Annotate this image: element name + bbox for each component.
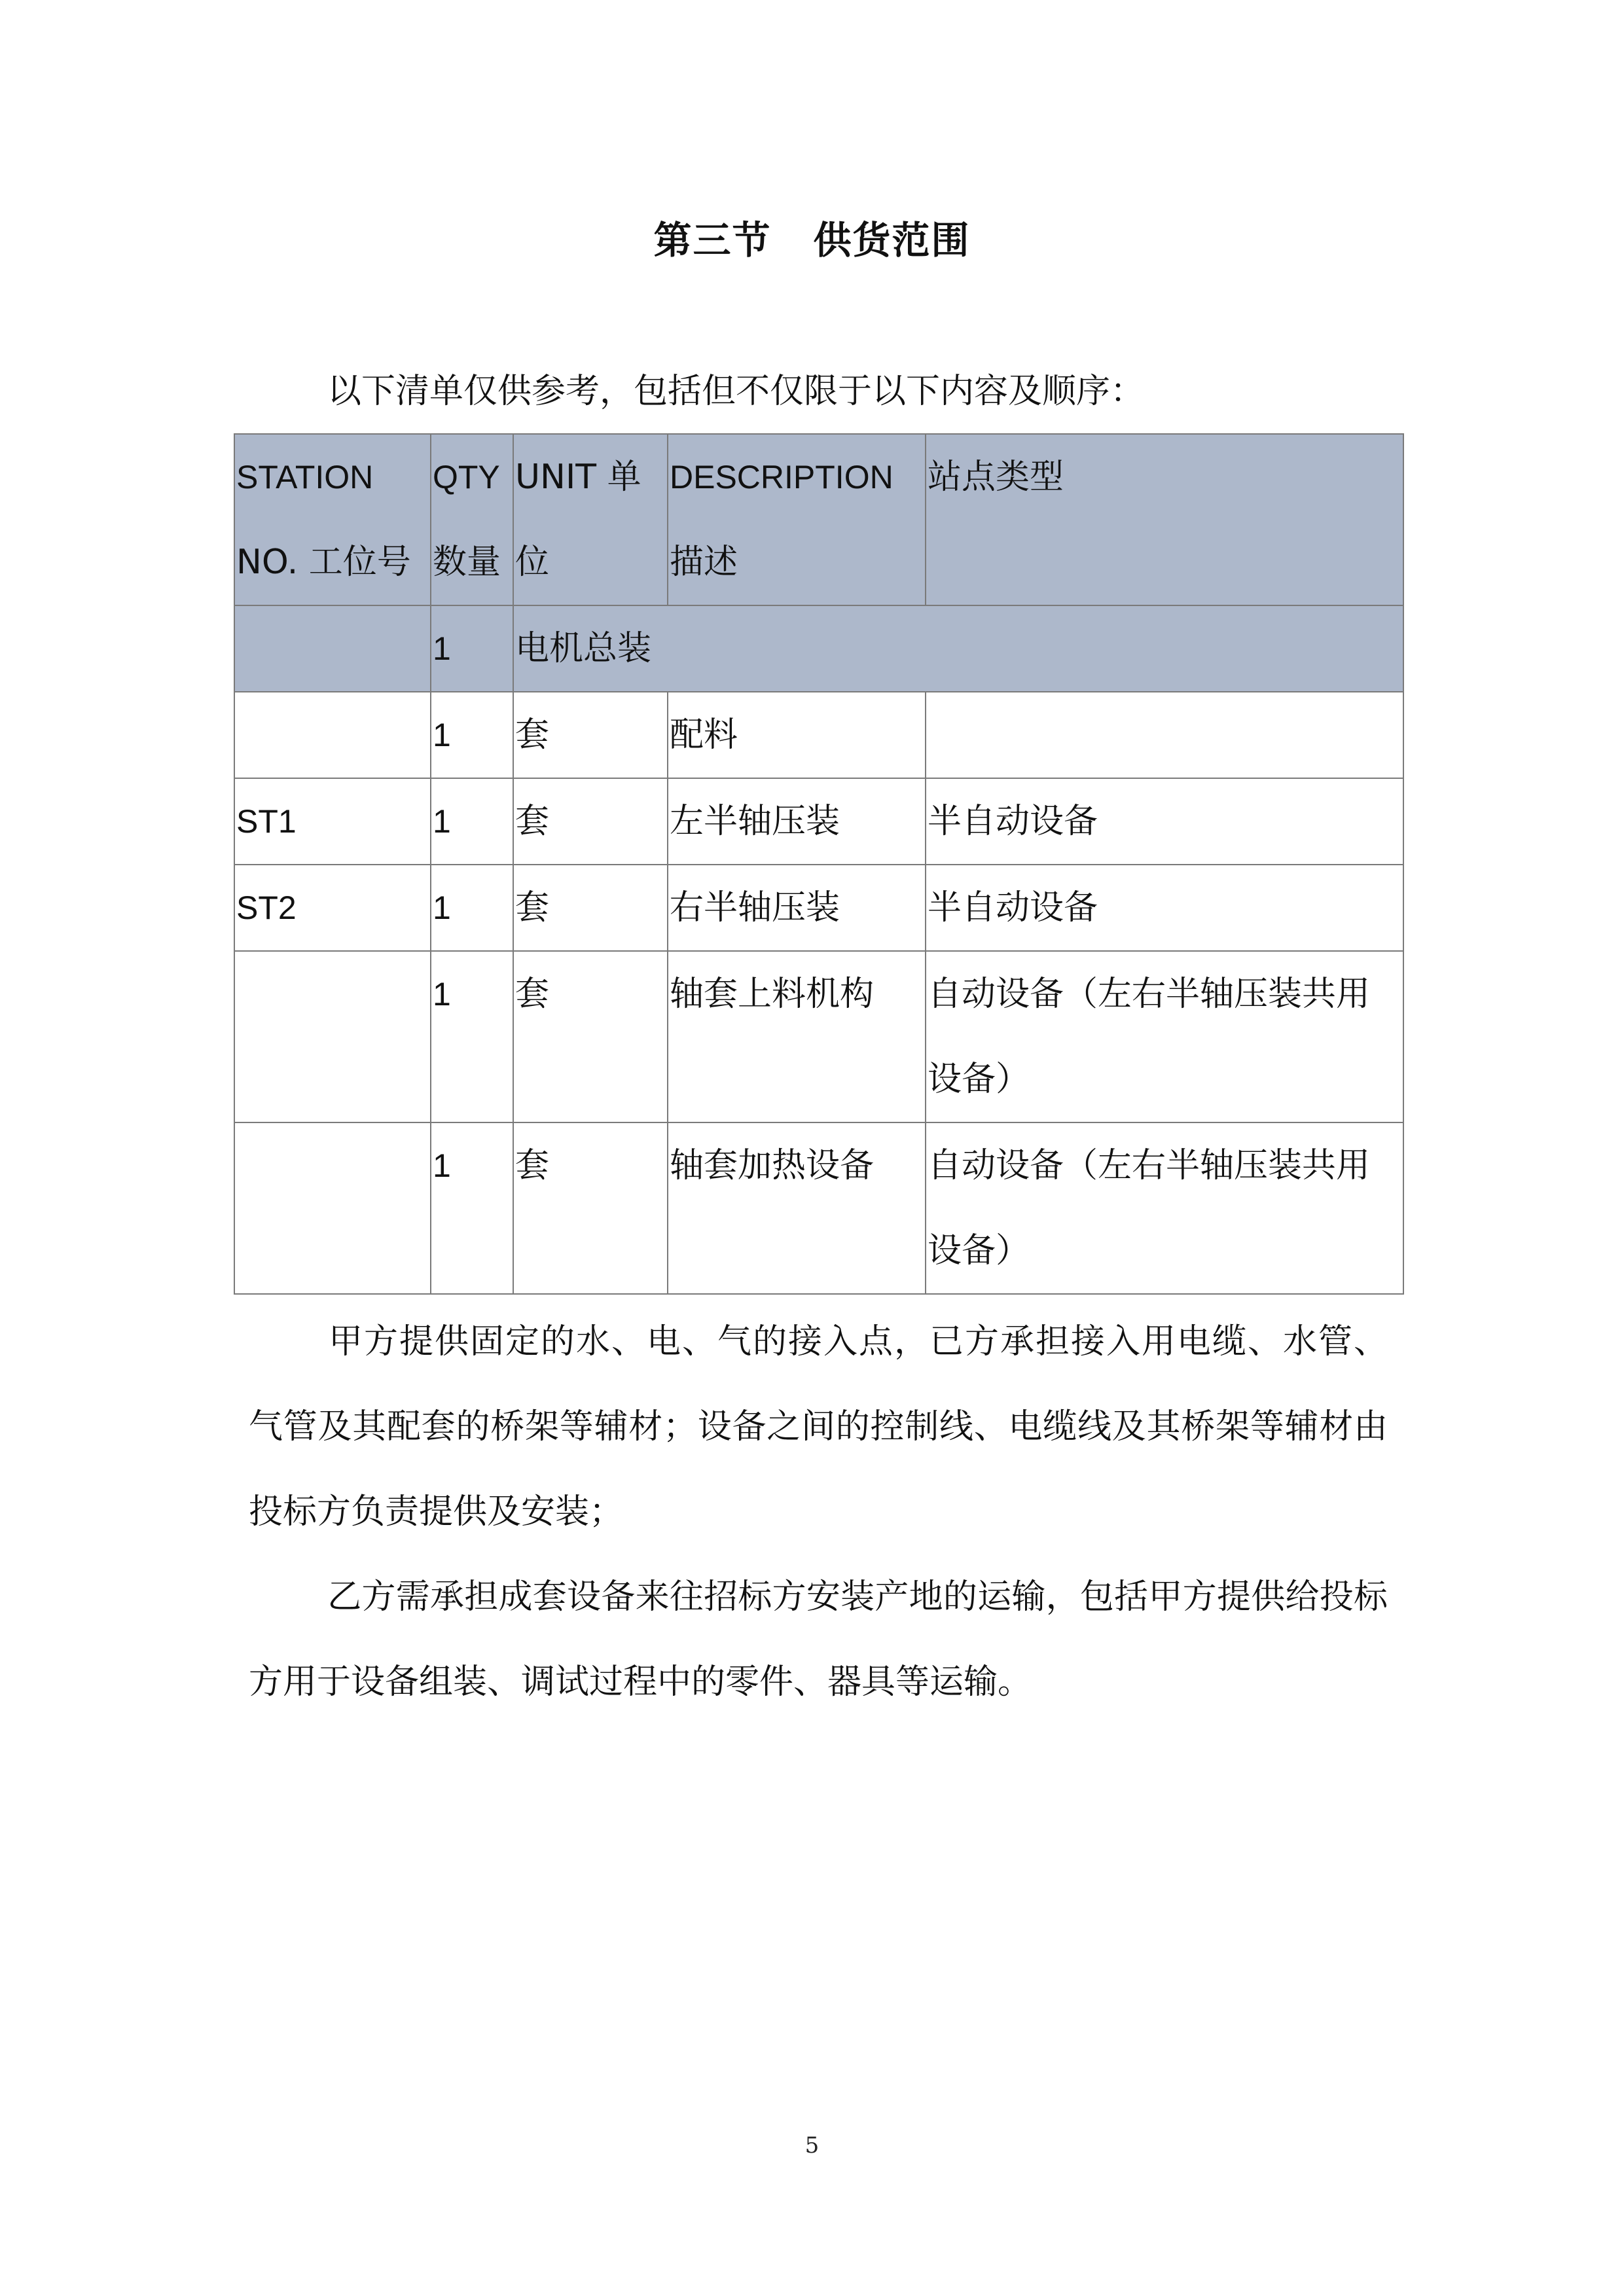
cell-qty: 1 <box>431 692 513 778</box>
table-row <box>234 865 1403 951</box>
group-label: 电机总装 <box>513 605 1403 692</box>
paragraph-transport-text: 乙方需承担成套设备来往招标方安装产地的运输，包括甲方提供给投标方用于设备组装、调试过程中的零件、器具等运输。 <box>249 1577 1388 1702</box>
paragraph-utilities <box>249 1299 1388 1554</box>
cell-type: 半自动设备 <box>926 778 1403 865</box>
section-title-number: 第三节 <box>653 218 772 262</box>
table-header-row <box>234 434 1403 605</box>
cell-unit: 套 <box>513 692 668 778</box>
header-description: DESCRIPTION 描述 <box>668 434 926 605</box>
cell-unit: 套 <box>513 1122 668 1294</box>
section-title-text: 供货范围 <box>813 218 971 262</box>
group-qty: 1 <box>431 605 513 692</box>
cell-description: 右半轴压装 <box>668 865 926 951</box>
cell-type: 半自动设备 <box>926 865 1403 951</box>
paragraph-utilities-text: 甲方提供固定的水、电、气的接入点，已方承担接入用电缆、水管、 气管及其配套的桥架等辅材；设备之间的控制线、电缆线及其桥架等辅材由 投标方负责提供及安装； <box>249 1322 1388 1532</box>
cell-description: 轴套上料机构 <box>668 951 926 1122</box>
table-row <box>234 692 1403 778</box>
cell-description: 轴套加热设备 <box>668 1122 926 1294</box>
group-station-cell <box>234 605 431 692</box>
page-number: 5 <box>804 2132 820 2159</box>
header-qty: QTY 数量 <box>431 434 513 605</box>
cell-station: ST1 <box>234 778 431 865</box>
cell-description: 左半轴压装 <box>668 778 926 865</box>
cell-station <box>234 1122 431 1294</box>
table-row <box>234 951 1403 1122</box>
cell-type <box>926 692 1403 778</box>
table-group-row <box>234 605 1403 692</box>
cell-unit: 套 <box>513 778 668 865</box>
header-station-type: 站点类型 <box>926 434 1403 605</box>
paragraph-transport <box>249 1554 1388 1725</box>
cell-qty: 1 <box>431 865 513 951</box>
cell-station <box>234 951 431 1122</box>
cell-type: 自动设备（左右半轴压装共用设备） <box>926 1122 1403 1294</box>
cell-qty: 1 <box>431 951 513 1122</box>
table-row <box>234 778 1403 865</box>
cell-description: 配料 <box>668 692 926 778</box>
cell-unit: 套 <box>513 865 668 951</box>
cell-type: 自动设备（左右半轴压装共用设备） <box>926 951 1403 1122</box>
header-station: STATION NO. 工位号 <box>234 434 431 605</box>
cell-qty: 1 <box>431 1122 513 1294</box>
header-unit: UNIT 单 位 <box>513 434 668 605</box>
table-row <box>234 1122 1403 1294</box>
cell-station <box>234 692 431 778</box>
section-title <box>0 209 1624 264</box>
cell-station: ST2 <box>234 865 431 951</box>
supply-table <box>234 433 1404 1295</box>
cell-unit: 套 <box>513 951 668 1122</box>
cell-qty: 1 <box>431 778 513 865</box>
intro-text: 以下清单仅供参考，包括但不仅限于以下内容及顺序： <box>327 372 1145 411</box>
